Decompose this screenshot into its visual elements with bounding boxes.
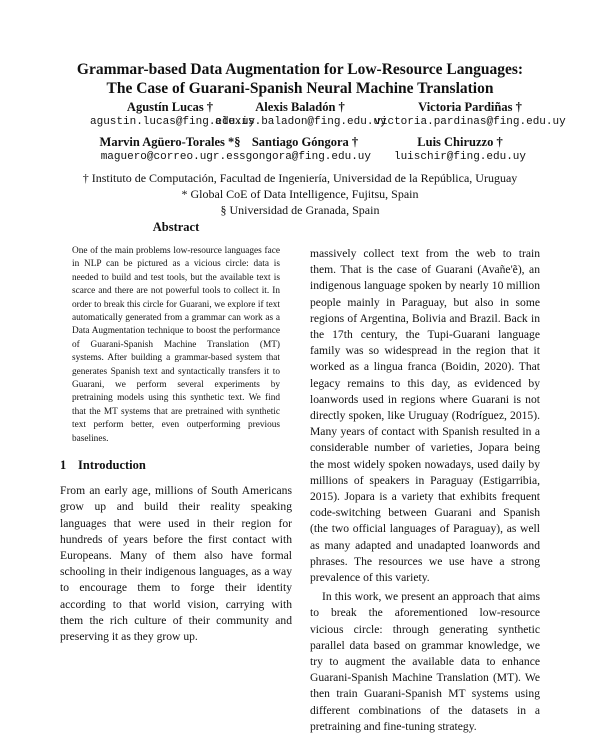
paper-title-line2: The Case of Guarani-Spanish Neural Machine Translation — [106, 80, 494, 97]
author-block — [390, 135, 530, 165]
paper-title-line1: Grammar-based Data Augmentation for Low-Resource Languages: — [76, 61, 524, 78]
author-name: Marvin Agüero-Torales *§ — [99, 135, 241, 149]
author-name: Alexis Baladón † — [255, 100, 345, 114]
body-paragraph: massively collect text from the web to train them. That is the case of Guarani (Avañe'ẽ), an indigenous language spoken by nearly 10 million people mainly in Paraguay, but also in some regions of Argentina, Bolivia and Brazil. Back in the 17th century, the Tupi-Guarani language family was so widespread in the region that it worked as a lingua franca (Boidin, 2020). That legacy remains to this day, as evidenced by loanwords used in regions where Guarani is not directly spoken, like Uruguay (Rodríguez, 2015). Many years of contact with Spanish resulted in a considerable number of varieties, Jopara being the most widely spoken nowadays, used daily by millions of speakers in Paraguay (Estigarribia, 2015). Jopara is a variety that exhibits frequent code-switching between Guarani and Spanish (the two official languages of Paraguay), as well as many adapted and unadapted loanwords and phrases. The resources we use have a strong prevalence of this variety. — [310, 247, 540, 585]
section-number: 1 — [60, 458, 67, 473]
left-column — [60, 220, 292, 643]
author-name: Agustín Lucas † — [126, 100, 214, 114]
section-heading — [60, 458, 292, 473]
abstract-text: One of the main problems low-resource languages face in NLP can be pictured as a vicious circle: data is needed to build and test tools, but the available text is scarce and there are not powerful tools to collect it. In order to break this circle for Guarani, we explore if text automatically generated from a grammar can work as a Data Augmentation technique to boost the performance of Guarani-Spanish Machine Translation (MT) systems. After building a grammar-based system that generates Spanish text and syntactically transfers it to Guarani, we perform several experiments by pretraining models using this synthetic text. We find that the MT systems that are pretrained with synthetic text perform better, even outperforming previous baselines. — [72, 246, 280, 444]
intro-paragraph: From an early age, millions of South Americans grow up and build their reality speaking languages that were used in their region for hundreds of years before the first contact with Europeans. Many of them also have formal schooling in their indigenous languages, as a way to encourage them to forge their identity according to that world vision, carrying with them the rich culture of their community and preserving it as they grow up. — [60, 484, 292, 643]
affiliations — [0, 170, 600, 218]
author-name: Luis Chiruzzo † — [417, 135, 503, 149]
author-name: Victoria Pardiñas † — [418, 100, 522, 114]
section-title: Introduction — [78, 458, 146, 473]
author-email[interactable]: agustin.lucas@fing.edu.uy — [90, 116, 256, 128]
author-email[interactable]: victoria.pardinas@fing.edu.uy — [374, 116, 566, 128]
author-email[interactable]: maguero@correo.ugr.es — [100, 151, 240, 163]
affiliation: † Instituto de Computación, Facultad de Ingeniería, Universidad de la República, Uruguay — [82, 171, 518, 185]
author-email[interactable]: sgongora@fing.edu.uy — [238, 151, 372, 163]
author-email[interactable]: luischir@fing.edu.uy — [393, 151, 527, 163]
author-email[interactable]: alexis.baladon@fing.edu.uy — [215, 116, 387, 128]
affiliation: * Global CoE of Data Intelligence, Fujitsu, Spain — [181, 187, 419, 201]
author-block — [230, 135, 380, 165]
affiliation: § Universidad de Granada, Spain — [220, 203, 380, 217]
abstract-heading: Abstract — [152, 220, 200, 234]
body-paragraph: In this work, we present an approach that aims to break the aforementioned low-resource vicious circle: through generating synthetic parallel data based on grammar knowledge, we try to augment the available data to enhance Guarani-Spanish Machine Translation (MT). We then train Guarani-Spanish MT systems using different combinations of the datasets in a pretraining and fine-tuning strategy. — [310, 590, 540, 733]
right-column — [310, 246, 540, 733]
author-block — [370, 100, 570, 130]
author-name: Santiago Góngora † — [251, 135, 359, 149]
author-block — [215, 100, 385, 130]
